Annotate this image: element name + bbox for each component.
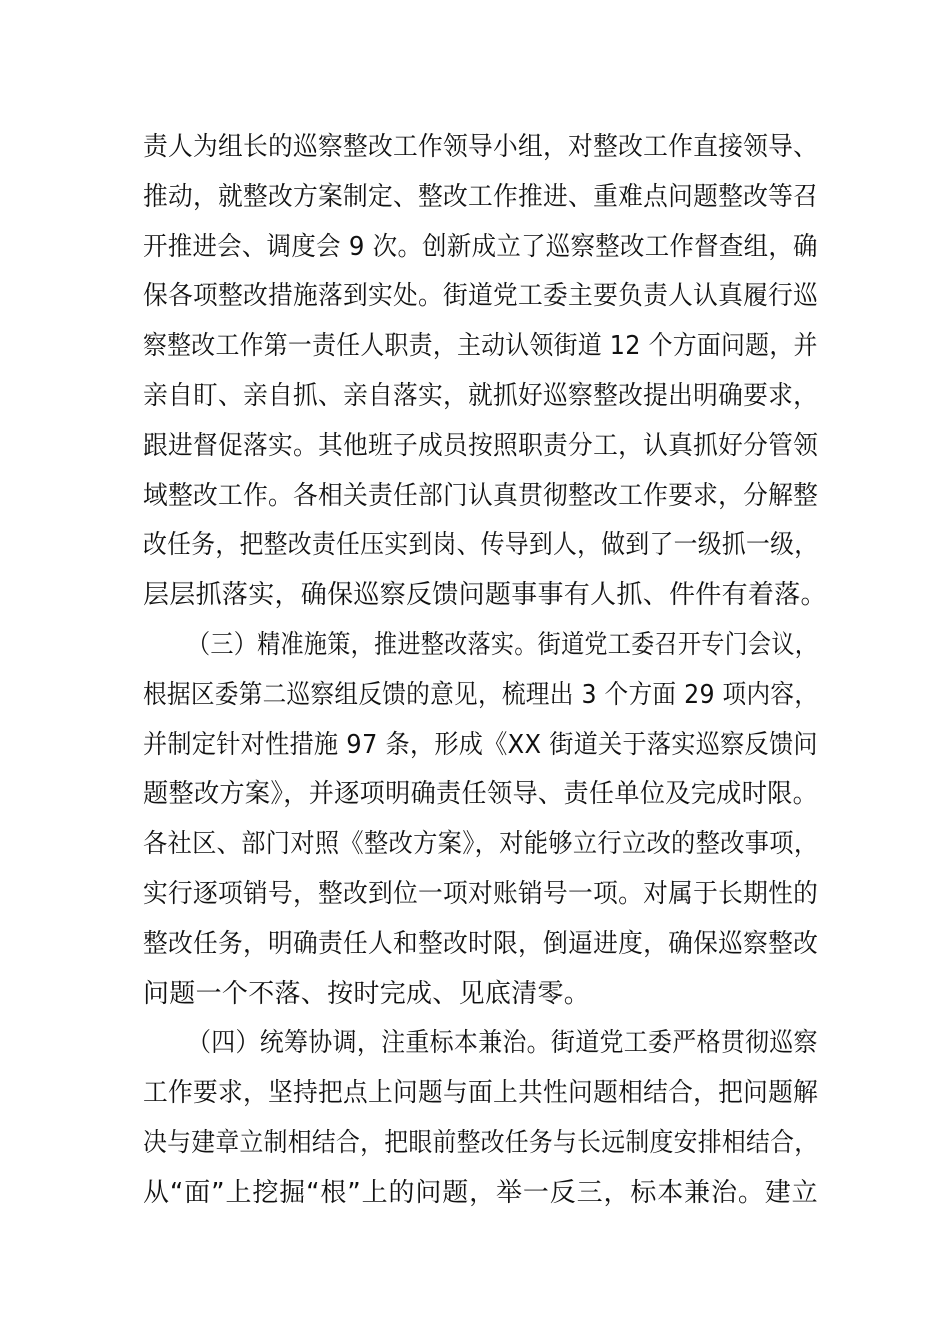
line-text: 工作要求，坚持把点上问题与面上共性问题相结合，把问题解 (143, 1078, 819, 1109)
line-text: 问题一个不落、按时完成、见底清零。 (143, 978, 591, 1009)
text-line (143, 571, 827, 621)
text-line (143, 820, 818, 870)
text-line (143, 970, 818, 1020)
text-line (143, 173, 818, 223)
line-text: （三）精准施策，推进整改落实。街道党工委召开专门会议， (187, 629, 819, 660)
line-text: 实行逐项销号，整改到位一项对账销号一项。对属于长期性的 (143, 878, 819, 909)
line-text: 保各项整改措施落到实处。街道党工委主要负责人认真履行巡 (143, 281, 819, 312)
text-line (143, 272, 818, 322)
line-text: 开推进会、调度会 9 次。创新成立了巡察整改工作督查组，确 (143, 231, 818, 262)
line-text: 决与建章立制相结合，把眼前整改任务与长远制度安排相结合， (143, 1127, 819, 1158)
line-text: 责人为组长的巡察整改工作领导小组，对整改工作直接领导、 (143, 132, 819, 162)
text-line (143, 123, 818, 173)
line-text: 推动，就整改方案制定、整改工作推进、重难点问题整改等召 (143, 181, 819, 212)
text-line (143, 870, 818, 920)
line-text: 察整改工作第一责任人职责，主动认领街道 12 个方面问题，并 (143, 331, 818, 362)
line-text: 跟进督促落实。其他班子成员按照职责分工，认真抓好分管领 (143, 430, 819, 461)
text-line (143, 372, 818, 422)
line-text: 根据区委第二巡察组反馈的意见，梳理出 3 个方面 29 项内容， (143, 679, 819, 710)
text-line (143, 322, 818, 372)
text-line (143, 721, 818, 771)
line-text: 从“面”上挖掘“根”上的问题，举一反三，标本兼治。建立 (143, 1177, 819, 1208)
line-text: 整改任务，明确责任人和整改时限，倒逼进度，确保巡察整改 (143, 928, 819, 959)
text-line (143, 422, 818, 472)
line-text: 各社区、部门对照《整改方案》，对能够立行立改的整改事项， (143, 829, 819, 860)
text-line (143, 671, 818, 721)
document-body (143, 123, 827, 1219)
text-line (143, 920, 818, 970)
paragraph-heading-line (143, 621, 818, 671)
text-line (143, 1169, 818, 1219)
line-text: 改任务，把整改责任压实到岗、传导到人，做到了一级抓一级， (143, 530, 819, 561)
text-line (143, 223, 818, 273)
line-text: 题整改方案》，并逐项明确责任领导、责任单位及完成时限。 (143, 779, 819, 810)
text-line (143, 1119, 818, 1169)
line-text: （四）统筹协调，注重标本兼治。街道党工委严格贯彻巡察 (187, 1028, 818, 1059)
line-text: 层层抓落实，确保巡察反馈问题事事有人抓、件件有着落。 (143, 580, 827, 611)
text-line (143, 770, 818, 820)
text-line (143, 521, 818, 571)
line-text: 亲自盯、亲自抓、亲自落实，就抓好巡察整改提出明确要求， (143, 380, 819, 411)
text-line (143, 1069, 818, 1119)
line-text: 域整改工作。各相关责任部门认真贯彻整改工作要求，分解整 (143, 480, 819, 511)
paragraph-heading-line (143, 1019, 818, 1069)
line-text: 并制定针对性措施 97 条，形成《XX 街道关于落实巡察反馈问 (143, 729, 818, 760)
text-line (143, 472, 818, 522)
